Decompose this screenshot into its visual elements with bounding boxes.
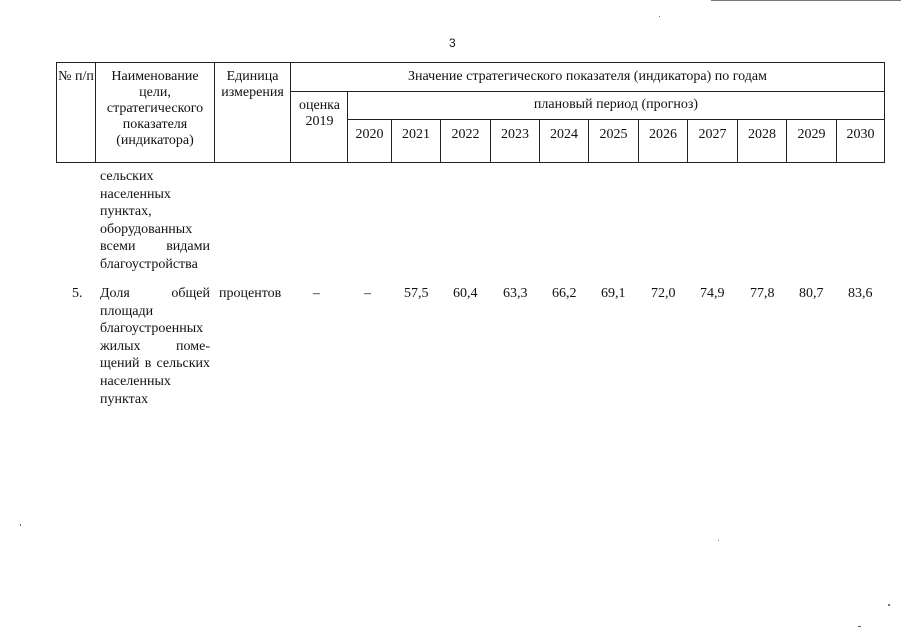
value-cell: 57,5 <box>404 286 429 301</box>
year-cell: 2025 <box>599 127 628 142</box>
row-unit: процентов <box>219 286 282 301</box>
year-cell: 2030 <box>846 127 875 142</box>
row-indicator-name: Доля общей площади благоустроенных жилых помещений в сельских населенных пунктах <box>100 286 210 407</box>
value-cell: 83,6 <box>848 286 873 301</box>
year-cell: 2029 <box>797 127 826 142</box>
year-cell: 2020 <box>355 127 384 142</box>
header-unit: Единица измерения <box>221 69 284 100</box>
year-cell: 2024 <box>550 127 578 142</box>
value-cell: 80,7 <box>799 286 824 301</box>
year-cell: 2023 <box>501 127 529 142</box>
value-cell: – <box>313 286 320 301</box>
scan-speck <box>20 524 21 526</box>
value-cell: 69,1 <box>601 286 626 301</box>
value-cell: 77,8 <box>750 286 775 301</box>
year-cell: 2026 <box>649 127 677 142</box>
scan-speck <box>718 540 719 541</box>
header-line-1 <box>290 91 885 92</box>
top-edge-rule <box>711 0 901 1</box>
col-line-right <box>884 62 885 163</box>
scan-speck <box>659 16 660 17</box>
year-cell: 2021 <box>402 127 430 142</box>
value-cell: – <box>364 286 371 301</box>
row-number: 5. <box>72 286 83 301</box>
header-num: № п/п <box>58 69 94 84</box>
table-header-bottom <box>56 162 885 163</box>
table-border-top <box>56 62 885 63</box>
year-cell: 2027 <box>698 127 727 142</box>
value-cell: 74,9 <box>700 286 725 301</box>
value-cell: 63,3 <box>503 286 528 301</box>
header-values-by-year: Значение стратегического показателя (индикатора) по годам <box>408 69 767 84</box>
scan-speck <box>888 604 890 606</box>
row-continuation-name: сельских населенных пунктах, оборудованных всеми видами благоустройства <box>100 169 210 272</box>
scan-speck <box>858 626 861 627</box>
value-cell: 72,0 <box>651 286 676 301</box>
year-cell: 2028 <box>748 127 776 142</box>
value-cell: 60,4 <box>453 286 478 301</box>
header-name: Наименование цели, стратегического показателя (индикатора) <box>106 69 204 148</box>
value-cell: 66,2 <box>552 286 577 301</box>
page-number: 3 <box>449 36 456 50</box>
header-line-2 <box>347 119 885 120</box>
header-estimate-2019: оценка 2019 <box>298 98 340 129</box>
header-plan-period: плановый период (прогноз) <box>533 97 699 112</box>
year-cell: 2022 <box>451 127 480 142</box>
